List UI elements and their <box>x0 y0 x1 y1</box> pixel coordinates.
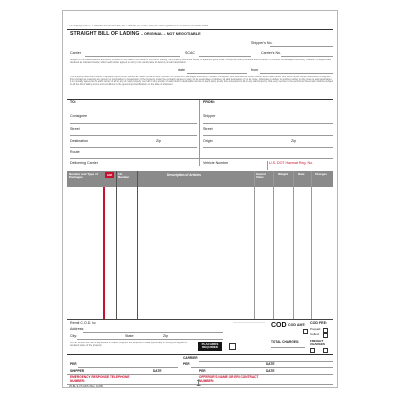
header-rule <box>67 29 333 30</box>
page-number: 1 <box>196 378 202 388</box>
date-label-2: DATE <box>266 362 275 366</box>
delivering-carrier-label: Delivering Carrier <box>70 161 98 165</box>
shipper-field[interactable] <box>203 123 333 124</box>
remit-cod-label: Remit C.O.D. to: <box>70 321 97 325</box>
cod-marker: COD <box>271 322 287 329</box>
carriers-no-field[interactable] <box>281 56 333 57</box>
placards-required-box: PLACARDS REQUIRED <box>198 342 222 351</box>
address-field[interactable] <box>83 332 223 333</box>
form-subtitle: – ORIGINAL – NOT NEGOTIABLE <box>140 32 201 36</box>
scac-field[interactable] <box>199 56 251 57</box>
per-field-2[interactable] <box>191 367 333 368</box>
street-field-to[interactable] <box>70 135 197 136</box>
collect-checkbox[interactable] <box>323 333 328 338</box>
carrier-label: Carrier <box>70 51 81 55</box>
zip-label-to: Zip <box>156 139 161 143</box>
placards-checkbox[interactable] <box>229 343 236 350</box>
origin-field[interactable] <box>203 147 333 148</box>
table-divider <box>311 171 312 319</box>
carrier-signature-label: CARRIER <box>183 356 198 360</box>
table-bottom-rule <box>67 319 333 320</box>
shipper-signature-label: SHIPPER <box>70 369 84 373</box>
destination-field[interactable] <box>70 147 197 148</box>
from-label: from <box>251 68 259 72</box>
cod-collect-label: Collect <box>310 332 320 336</box>
contract-fine-print: The property described below, in apparent good order, except as noted (contents and condition of contents of packages unknown), marked, consigned, and destined as shown below, which said carrier (the word carrier being understood throughout this contract as meaning any person or corporation in possession of the property under the contract) agrees to carry to its usual place of delivery at said destination, if on its route, otherwise to deliver to another carrier on the route to said destination. It is mutually agreed as to each carrier of all or any of, said property over all or any portion of said route to destination and as to each party at any time interested in all or any said property, that every service to be performed hereunder shall be subject to all the bill of lading terms and conditions in the governing classification on the date of shipment. <box>70 76 334 86</box>
offeror-label: OFFEROR'S NAME OR ERI CONTRACT NUMBER: <box>199 375 259 383</box>
freight-collect-checkbox[interactable] <box>323 348 328 353</box>
route-label: Route <box>70 150 80 154</box>
date-field[interactable] <box>187 73 247 74</box>
cod-prepaid-label: Prepaid <box>310 327 321 331</box>
address-label: Address: <box>70 327 85 331</box>
terms-fine-print: Subject to the classifications and tariffs in effect on the date of the issue of this Bill of Lading, the property described below, in apparent good order, except as noted (contents and condition of contents of packages unknown), marked, consigned and destined as indicated below, which said carrier agrees to carry to its usual place of delivery at said destination. <box>70 59 332 64</box>
route-field[interactable] <box>70 158 333 159</box>
vehicle-number-label: Vehicle Number <box>203 161 229 165</box>
date-label-4: DATE <box>266 369 275 373</box>
total-charges-field[interactable] <box>271 347 305 348</box>
emergency-response-label: EMERGENCY RESPONSE TELEPHONE NUMBER: <box>70 375 130 383</box>
carrier-field[interactable] <box>85 56 180 57</box>
col-id-number: I.D. Number <box>118 172 130 180</box>
freight-prepaid-checkbox[interactable] <box>310 348 315 353</box>
per-field-1[interactable] <box>78 367 178 368</box>
section-rule <box>67 99 333 100</box>
signature-rule <box>67 354 333 355</box>
consignee-label: Consignee <box>70 114 88 118</box>
destination-label: Destination <box>70 139 88 143</box>
col-hazard-class: Hazard Class <box>256 172 266 180</box>
bill-of-lading-form <box>62 10 338 388</box>
date-label: date <box>178 68 185 72</box>
hm-column-marker <box>103 187 105 319</box>
scac-label: SCAC <box>185 51 195 55</box>
table-divider <box>116 171 117 319</box>
table-divider <box>254 171 255 319</box>
shipper-per-label: PER <box>199 369 206 373</box>
col-hm: HM <box>105 172 114 178</box>
shipper-label: Shipper <box>203 114 216 118</box>
per-label-1: PER <box>70 362 77 366</box>
col-weight: Weight <box>278 172 288 176</box>
date-label-3: DATE <box>153 369 162 373</box>
per-label-2: PER <box>183 362 190 366</box>
shippers-no-field[interactable] <box>270 46 333 47</box>
from-field[interactable] <box>260 73 333 74</box>
table-divider <box>293 171 294 319</box>
table-divider <box>137 171 138 319</box>
usdot-label: U.S. DOT Hazmat Reg. No. <box>269 161 314 165</box>
state-label: State: <box>125 334 135 338</box>
col-rate: Rate <box>298 172 305 176</box>
street-field-from[interactable] <box>203 135 333 136</box>
zip-label-from: Zip <box>291 139 296 143</box>
total-charges-label: TOTAL CHARGES: <box>271 340 300 344</box>
carriers-no-label: Carrier's No. <box>261 51 282 55</box>
from-section-label: FROM: <box>203 100 215 104</box>
cod-amt-label: COD AMT: <box>288 323 306 327</box>
table-divider <box>273 171 274 319</box>
cod-fee-label: COD FEE: <box>310 321 328 325</box>
freight-charges-label: FREIGHT CHARGES <box>310 339 326 347</box>
street-label-from: Street <box>203 127 213 131</box>
to-from-divider <box>199 100 200 166</box>
value-note: NOTE: Where the rate is dependent on value, shippers are required to state specifically in writing the agreed or declared value of the property. <box>70 342 188 347</box>
recourse-fine-print: ________________________ <box>233 321 265 323</box>
cod-amt-checkbox[interactable] <box>303 329 308 334</box>
city-label: City: <box>70 334 78 338</box>
city-state-zip-field[interactable] <box>77 339 223 340</box>
origin-label: Origin <box>203 139 213 143</box>
consignee-field[interactable] <box>70 123 197 124</box>
col-description: Description of Articles <box>167 173 201 177</box>
form-title <box>70 32 201 37</box>
zip-label-cod: Zip <box>163 334 168 338</box>
form-number: 25-BL-9-C5 HDS (Rev. 11/06) <box>69 385 104 388</box>
form-title-text: STRAIGHT BILL OF LADING <box>70 31 140 37</box>
col-charges: Charges <box>315 172 328 176</box>
copyright-line: TM Copyright 2005 J. J. KELLER & ASSOCIATES, INC. • Neenah, WI • USA • (800) 327-6868 • jjkeller.com • Printed in the United States <box>69 25 209 27</box>
to-label: TO: <box>70 100 77 104</box>
col-packages: Number and Type of Packages <box>69 172 98 180</box>
shippers-no-label: Shipper's No. <box>251 41 273 45</box>
street-label-to: Street <box>70 127 80 131</box>
vehicle-divider <box>267 161 268 170</box>
